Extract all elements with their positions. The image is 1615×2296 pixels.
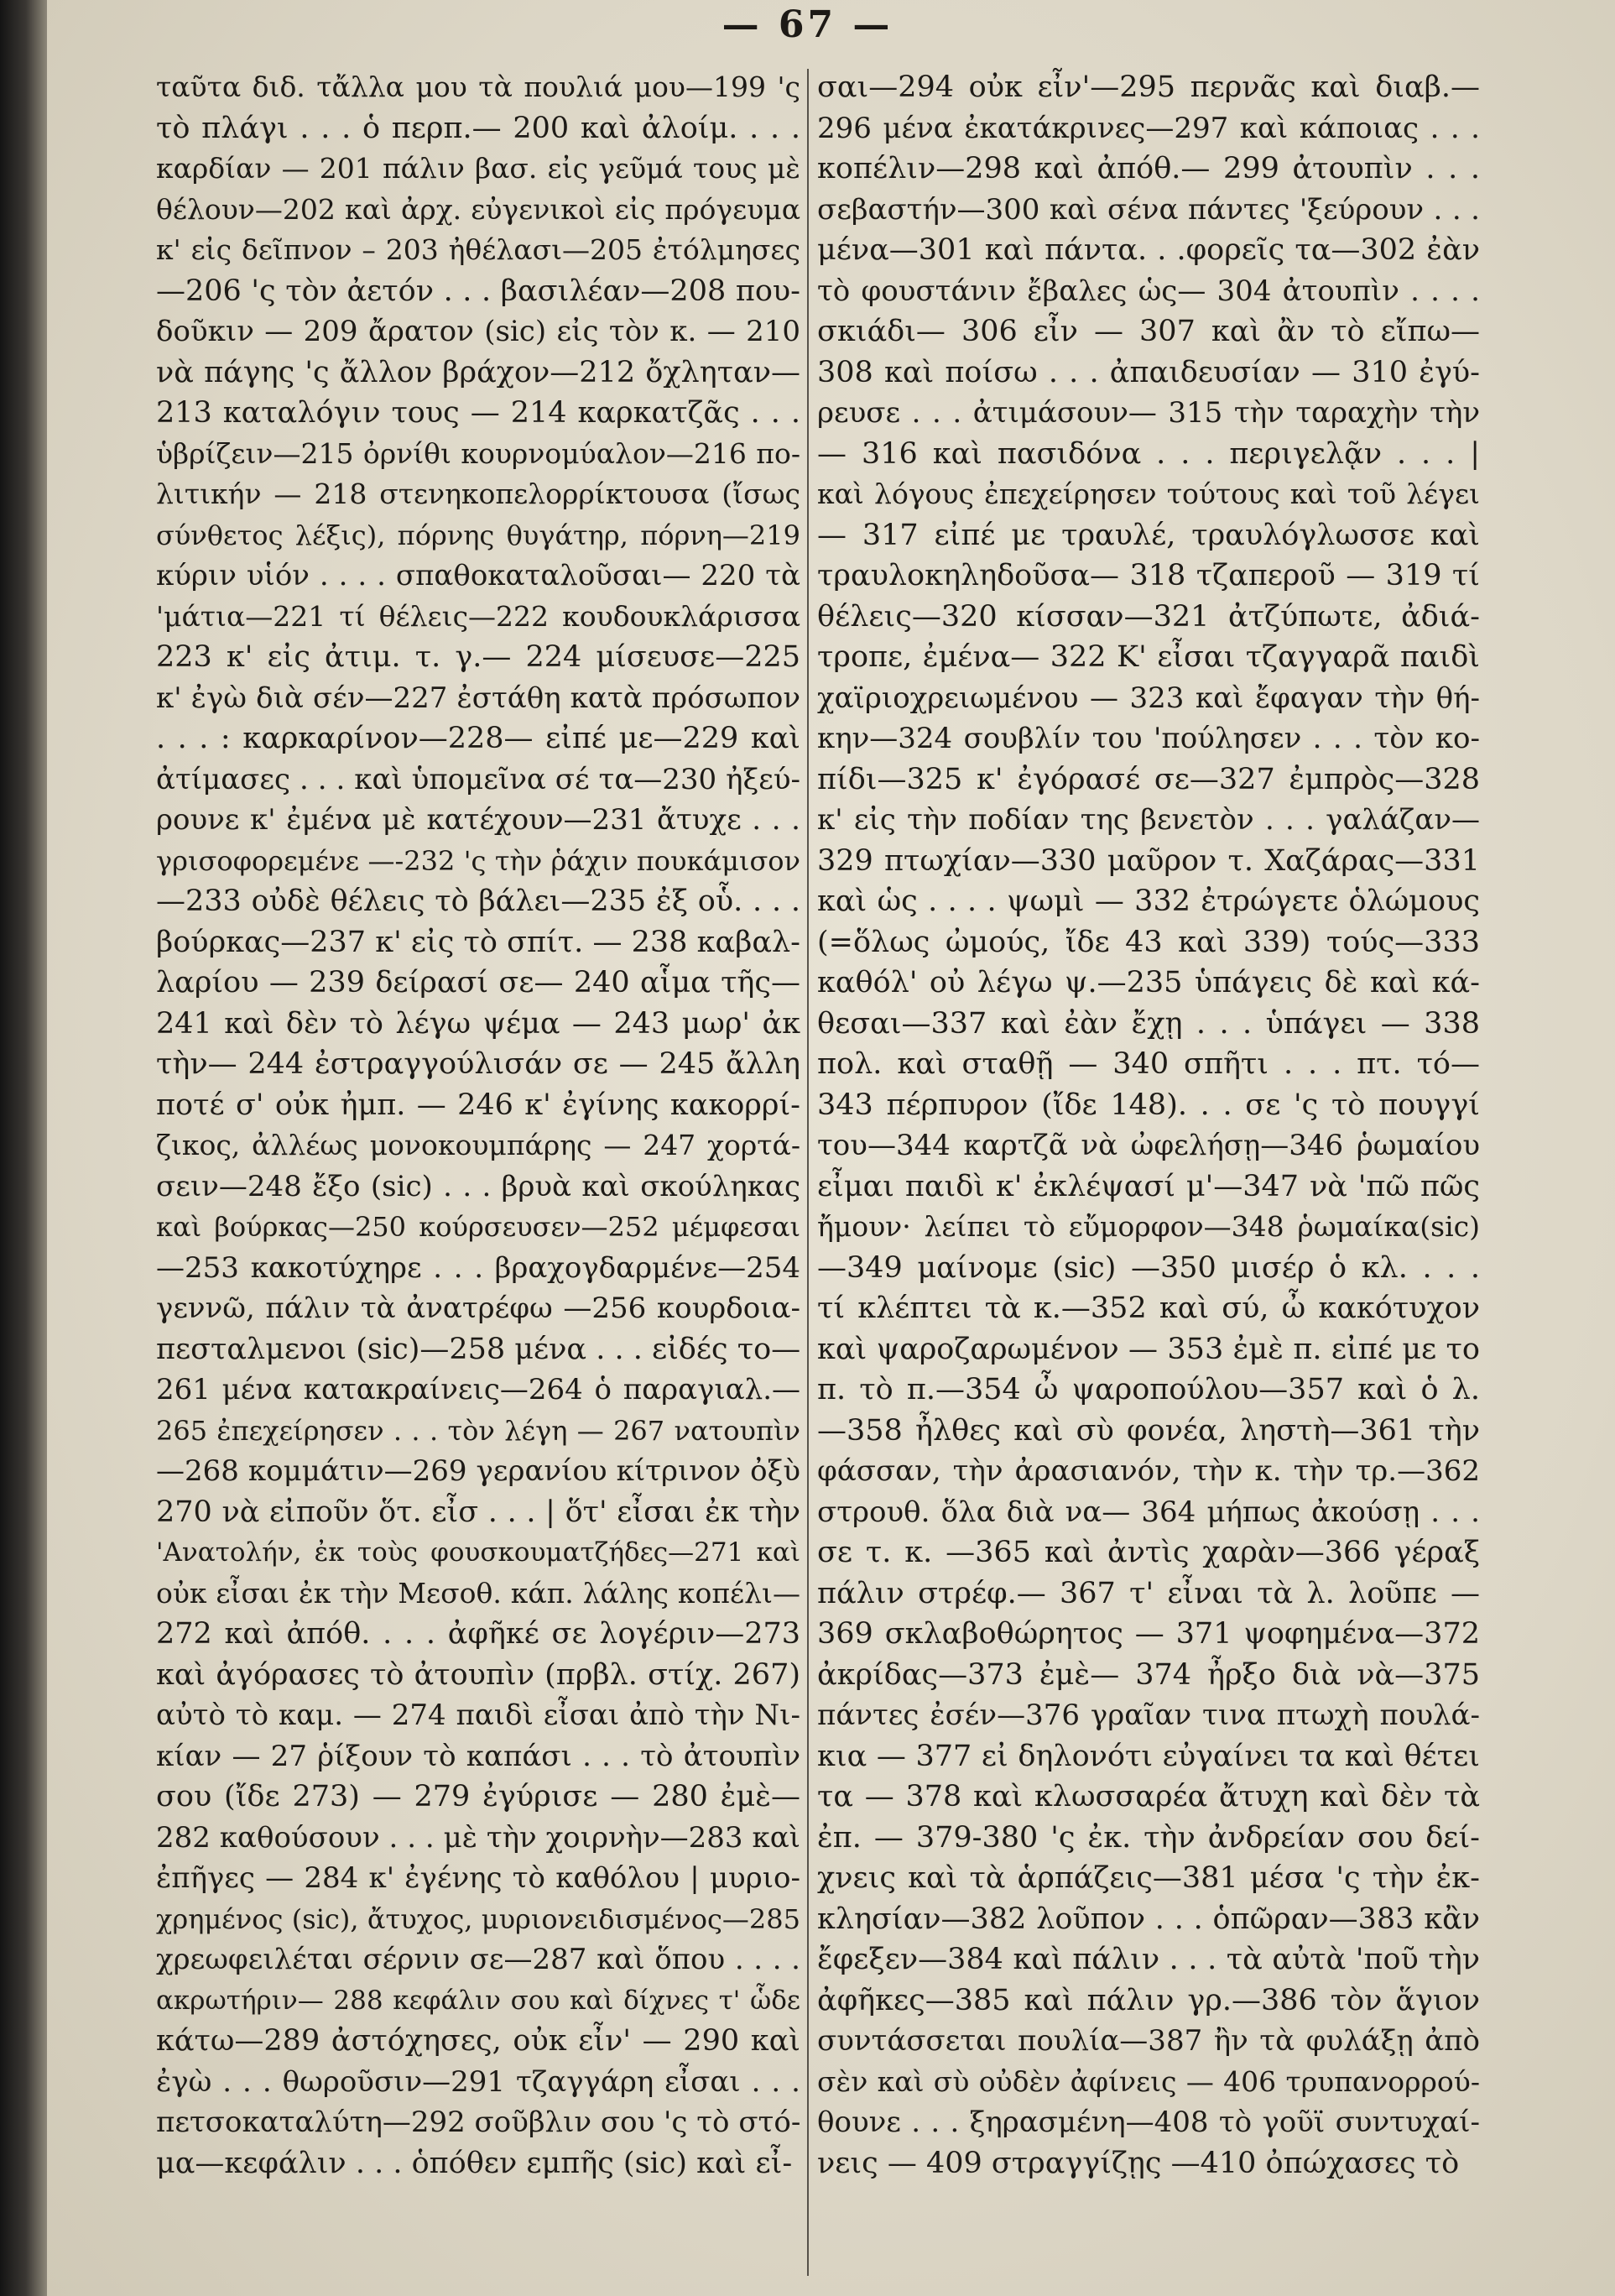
text-line: κύριν υἱόν . . . . σπαθοκαταλοῦσαι— 220 τὰ	[156, 559, 800, 592]
text-line: κ' ἐγὼ διὰ σέν—227 ἐστάθη κατὰ πρόσωπον	[156, 681, 800, 715]
text-line: βούρκας—237 κ' εἰς τὸ σπίτ. — 238 καβαλ-	[156, 925, 800, 959]
text-line: σκιάδι— 306 εἶν — 307 καὶ ἂν τὸ εἴπω—	[817, 315, 1480, 348]
text-line: ποτέ σ' οὐκ ἠμπ. — 246 κ' ἐγίνης κακορρί-	[156, 1088, 800, 1122]
text-line: ἐπ. — 379-380 'ς ἐκ. τὴν ἀνδρείαν σου δεί-	[817, 1820, 1480, 1855]
text-line: (=ὅλως ὠμούς, ἴδε 43 καὶ 339) τούς—333	[817, 925, 1480, 959]
text-line: 329 πτωχίαν—330 μαῦρον τ. Χαζάρας—331	[817, 843, 1480, 878]
text-line: χρεωφειλέται σέρνιν σε—287 καὶ ὅπου . . . .	[156, 1943, 800, 1976]
text-line: τὸ πλάγι . . . ὁ περπ.— 200 καὶ ἀλοίμ. . . .	[156, 111, 800, 145]
text-line: κην—324 σουβλίν του 'πούλησεν . . . τὸν κο-	[817, 722, 1480, 755]
text-line: ρευσε . . . ἀτιμάσουν— 315 τὴν ταραχὴν τὴν	[817, 396, 1480, 430]
text-line: τὴν— 244 ἐστραγγούλισάν σε — 245 ἄλλη	[156, 1047, 800, 1081]
text-line: θεσαι—337 καὶ ἐὰν ἔχῃ . . . ὑπάγει — 338	[817, 1006, 1480, 1041]
text-line: σὲν καὶ σὺ οὐδὲν ἀφίνεις — 406 τρυπανορρού-	[817, 2064, 1480, 2098]
text-line: μένα—301 καὶ πάντα. . .φορεῖς τα—302 ἐὰν	[817, 233, 1480, 267]
book-gutter-shadow	[0, 0, 47, 2296]
text-line: θέλουν—202 καὶ ἀρχ. εὐγενικοὶ εἰς πρόγευμα	[156, 192, 800, 226]
text-line: ρουνε κ' ἐμένα μὲ κατέχουν—231 ἄτυχε . . .	[156, 803, 800, 837]
text-line: 261 μένα κατακραίνεις—264 ὁ παραγιαλ.—	[156, 1373, 800, 1406]
text-line: 369 σκλαβοθώρητος — 371 ψοφημένα—372	[817, 1617, 1480, 1651]
text-line: κάτω—289 ἀστόχησες, οὐκ εἶν' — 290 καὶ	[156, 2024, 800, 2058]
text-line: ἔφεξεν—384 καὶ πάλιν . . . τὰ αὐτὰ 'ποῦ τὴν	[817, 1943, 1480, 1976]
text-line: ζικος, ἀλλέως μονοκουμπάρης — 247 χορτά-	[156, 1129, 800, 1161]
text-line: σειν—248 ἔξο (sic) . . . βρυὰ καὶ σκούληκας	[156, 1169, 800, 1203]
text-line: 265 ἐπεχείρησεν . . . τὸν λέγη — 267 νατουπὶν	[156, 1414, 800, 1447]
text-line: πίδι—325 κ' ἐγόρασέ σε—327 ἐμπρὸς—328	[817, 762, 1480, 796]
text-line: καὶ ψαροζαρωμένον — 353 ἐμὲ π. εἰπέ με το	[817, 1332, 1480, 1366]
right-text-column	[817, 67, 1480, 2283]
text-line: ἀφῆκες—385 καὶ πάλιν γρ.—386 τὸν ἅγιον	[817, 1983, 1480, 2017]
text-line: κλησίαν—382 λοῦπον . . . ὁπῶραν—383 κἂν	[817, 1902, 1480, 1936]
text-line: 'μάτια—221 τί θέλεις—222 κουδουκλάρισσα	[156, 599, 800, 633]
text-line: ἀτίμασες . . . καὶ ὑπομεῖνα σέ τα—230 ἠξεύ-	[156, 762, 800, 796]
text-line: καὶ λόγους ἐπεχείρησεν τούτους καὶ τοῦ λέγει	[817, 477, 1480, 510]
column-divider	[807, 69, 809, 2276]
text-line: λιτικήν — 218 στενηκοπελορρίκτουσα (ἴσως	[156, 477, 800, 510]
text-line: κια — 377 εἰ δηλονότι εὐγαίνει τα καὶ θέτει	[817, 1739, 1480, 1773]
text-line: 223 κ' εἰς ἀτιμ. τ. γ.— 224 μίσευσε—225	[156, 640, 800, 674]
text-line: κ' εἰς τὴν ποδίαν της βενετὸν . . . γαλάζαν—	[817, 803, 1480, 837]
text-line: λαρίου — 239 δείρασί σε— 240 αἷμα τῆς—	[156, 966, 800, 999]
text-line: πάλιν στρέφ.— 367 τ' εἶναι τὰ λ. λοῦπε —	[817, 1576, 1480, 1610]
text-line: — 317 εἰπέ με τραυλέ, τραυλόγλωσσε καὶ	[817, 518, 1480, 552]
text-line: δοῦκιν — 209 ἄρατον (sic) εἰς τὸν κ. — 210	[156, 315, 800, 348]
text-line: τροπε, ἐμένα— 322 Κ' εἶσαι τζαγγαρᾶ παιδὶ	[817, 640, 1480, 674]
text-line: πεσταλμενοι (sic)—258 μένα . . . εἰδές το—	[156, 1332, 800, 1366]
text-line: 272 καὶ ἀπόθ. . . . ἀφῆκέ σε λογέριν—273	[156, 1617, 800, 1651]
text-line: σε τ. κ. —365 καὶ ἀντὶς χαρὰν—366 γέραξ	[817, 1536, 1480, 1569]
text-line: τραυλοκηληδοῦσα— 318 τζαπεροῦ — 319 τί	[817, 559, 1480, 592]
text-line: 308 καὶ ποίσω . . . ἀπαιδευσίαν — 310 ἐγύ-	[817, 355, 1480, 389]
text-line: —206 'ς τὸν ἀετόν . . . βασιλέαν—208 που-	[156, 274, 800, 308]
text-line: σου (ἴδε 273) — 279 ἐγύρισε — 280 ἐμὲ—	[156, 1780, 800, 1813]
text-line: 282 καθούσουν . . . μὲ τὴν χοιρνὴν—283 καὶ	[156, 1820, 800, 1855]
text-line: —349 μαίνομε (sic) —350 μισέρ ὁ κλ. . . .	[817, 1250, 1480, 1285]
text-line: —268 κομμάτιν—269 γερανίου κίτρινον ὀξὺ	[156, 1454, 800, 1488]
text-line: ἐπῆγες — 284 κ' ἐγένης τὸ καθόλου | μυριο-	[156, 1861, 800, 1895]
text-line: 270 νὰ εἰποῦν ὅτ. εἶσ . . . | ὅτ' εἶσαι ἐκ τὴν	[156, 1495, 800, 1529]
text-line: καὶ ἀγόρασες τὸ ἀτουπὶν (πρβλ. στίχ. 267)	[156, 1657, 800, 1692]
text-line: πετσοκαταλύτη—292 σοῦβλιν σου 'ς τὸ στό-	[156, 2106, 800, 2139]
text-line: σαι—294 οὐκ εἶν'—295 περνᾶς καὶ διαβ.—	[817, 70, 1480, 104]
text-line: τα — 378 καὶ κλωσσαρέα ἄτυχη καὶ δὲν τὰ	[817, 1780, 1480, 1813]
text-line: θέλεις—320 κίσσαν—321 ἀτζύπωτε, ἀδιά-	[817, 599, 1480, 634]
text-line: —253 κακοτύχηρε . . . βραχογδαρμένε—254	[156, 1250, 800, 1285]
page-number: — 67 —	[722, 3, 893, 46]
text-line: ταῦτα διδ. τἄλλα μου τὰ πουλιά μου—199 'ς	[156, 70, 800, 103]
text-line: του—344 καρτζᾶ νὰ ὠφελήσῃ—346 ῥωμαίου	[817, 1129, 1480, 1162]
text-line: σεβαστήν—300 καὶ σένα πάντες 'ξεύρουν . . .	[817, 192, 1480, 227]
text-line: π. τὸ π.—354 ὦ ψαροπούλου—357 καὶ ὁ λ.	[817, 1373, 1480, 1406]
text-line: καὶ ὡς . . . . ψωμὶ — 332 ἐτρώγετε ὁλώμους	[817, 884, 1480, 918]
text-line: πολ. καὶ σταθῇ — 340 σπῆτι . . . πτ. τό—	[817, 1047, 1480, 1081]
text-line: εἶμαι παιδὶ κ' ἐκλέψασί μ'—347 νὰ 'πῶ πῶς	[817, 1169, 1480, 1203]
text-line: κ' εἰς δεῖπνον – 203 ἠθέλασι—205 ἐτόλμησες	[156, 233, 800, 266]
text-line: ἤμουν· λείπει τὸ εὔμορφον—348 ῥωμαίκα(sic)	[817, 1210, 1480, 1243]
text-line: νὰ πάγης 'ς ἄλλον βράχον—212 ὄχληταν—	[156, 355, 800, 389]
text-line: οὐκ εἶσαι ἐκ τὴν Μεσοθ. κάπ. λάλης κοπέλι—	[156, 1576, 800, 1610]
text-line: 'Ανατολήν, ἐκ τοὺς φουσκουματζήδες—271 καὶ	[156, 1537, 800, 1568]
text-line: 213 καταλόγιν τους — 214 καρκατζᾶς . . .	[156, 396, 800, 430]
left-text-column	[156, 67, 800, 2283]
text-line: κοπέλιν—298 καὶ ἀπόθ.— 299 ἀτουπὶν . . .	[817, 152, 1480, 185]
text-line: θουνε . . . ξηρασμένη—408 τὸ γοῦϊ συντυχαί-	[817, 2106, 1480, 2139]
text-line: τί κλέπτει τὰ κ.—352 καὶ σύ, ὦ κακότυχον	[817, 1292, 1480, 1325]
text-line: καὶ βούρκας—250 κούρσευσεν—252 μέμφεσαι	[156, 1211, 800, 1243]
text-line: ακρωτήριν— 288 κεφάλιν σου καὶ δίχνες τ' ὧδε	[156, 1985, 800, 2016]
text-line: ὑβρίζειν—215 ὀρνίθι κουρνομύαλον—216 πο-	[156, 436, 800, 470]
text-line: αὐτὸ τὸ καμ. — 274 παιδὶ εἶσαι ἀπὸ τὴν Νι-	[156, 1699, 800, 1732]
text-line: καρδίαν — 201 πάλιν βασ. εἰς γεῦμά τους μὲ	[156, 152, 800, 185]
text-line: ἀκρίδας—373 ἐμὲ— 374 ἦρξο διὰ νὰ—375	[817, 1657, 1480, 1692]
text-line: πάντες ἐσέν—376 γραῖαν τινα πτωχὴ πουλά-	[817, 1699, 1480, 1732]
text-line: μα—κεφάλιν . . . ὁπόθεν εμπῆς (sic) καὶ εἶ-	[156, 2146, 793, 2180]
text-line: καθόλ' οὐ λέγω ψ.—235 ὑπάγεις δὲ καὶ κά-	[817, 966, 1480, 999]
text-line: νεις — 409 στραγγίζῃς —410 ὀπώχασες τὸ	[817, 2146, 1460, 2180]
text-line: στρουθ. ὅλα διὰ να— 364 μήπως ἀκούσῃ . . .	[817, 1495, 1480, 1529]
text-line: 296 μένα ἐκατάκρινες—297 καὶ κάποιας . . .	[817, 111, 1480, 145]
text-line: σύνθετος λέξις), πόρνης θυγάτηρ, πόρνη—219	[156, 519, 800, 551]
text-line: γρισοφορεμένε —-232 'ς τὴν ῥάχιν πουκάμισον	[156, 844, 800, 877]
text-line: συντάσσεται πουλία—387 ἢν τὰ φυλάξῃ ἀπὸ	[817, 2024, 1480, 2058]
text-line: 241 καὶ δὲν τὸ λέγω ψέμα — 243 μωρ' ἀκ	[156, 1006, 800, 1041]
text-line: φάσσαν, τὴν ἀρασιανόν, τὴν κ. τὴν τρ.—362	[817, 1454, 1480, 1488]
text-line: —358 ἦλθες καὶ σὺ φονέα, ληστὴ—361 τὴν	[817, 1413, 1480, 1448]
text-line: 343 πέρπυρον (ἴδε 148). . . σε 'ς τὸ πουγγί	[817, 1088, 1480, 1122]
text-line: ἐγὼ . . . θωροῦσιν—291 τζαγγάρη εἶσαι . . .	[156, 2064, 800, 2099]
text-line: γεννῶ, πάλιν τὰ ἀνατρέφω —256 κουρδοια-	[156, 1292, 800, 1325]
text-line: τὸ φουστάνιν ἔβαλες ὡς— 304 ἀτουπὶν . . . .	[817, 274, 1480, 308]
text-line: χνεις καὶ τὰ ἁρπάζεις—381 μέσα 'ς τὴν ἐκ-	[817, 1861, 1480, 1895]
text-line: χαϊριοχρειωμένου — 323 καὶ ἔφαγαν τὴν θή-	[817, 681, 1480, 715]
text-line: κίαν — 27 ῥίξουν τὸ καπάσι . . . τὸ ἀτουπὶν	[156, 1739, 800, 1773]
text-line: χρημένος (sic), ἄτυχος, μυριονειδισμένος—285	[156, 1902, 800, 1935]
text-line: — 316 καὶ πασιδόνα . . . περιγελᾷν . . . |	[817, 436, 1480, 471]
text-line: . . . : καρκαρίνον—228— εἰπέ με—229 καὶ	[156, 722, 800, 755]
text-line: —233 οὐδὲ θέλεις τὸ βάλει—235 ἐξ οὗ. . . .	[156, 884, 800, 918]
